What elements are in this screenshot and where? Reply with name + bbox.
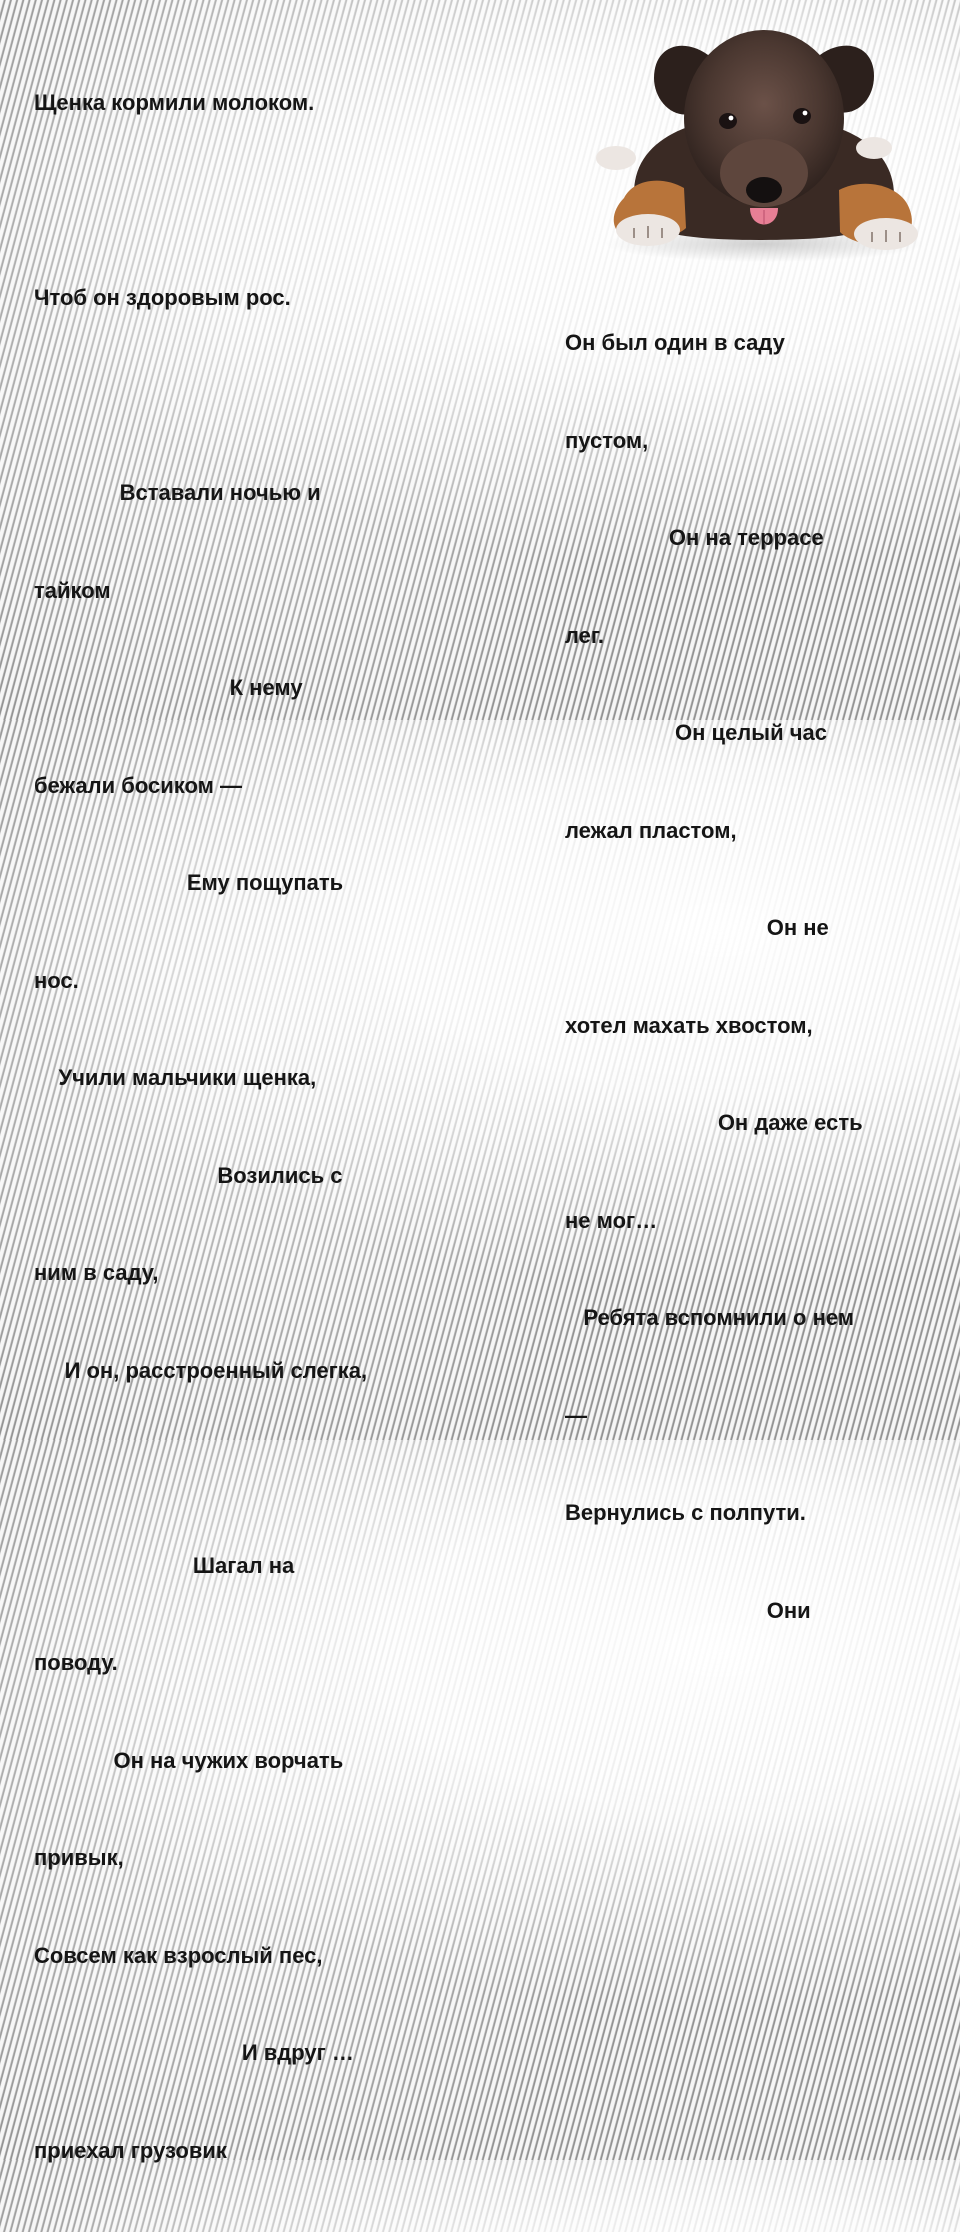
poem-line: Вставали ночью и (34, 480, 321, 505)
poem-line: не мог… (565, 1207, 658, 1233)
poem-line: К нему (34, 675, 303, 700)
poem-line: Ребята вспомнили о нем (565, 1305, 855, 1330)
poem-line: Возились с (34, 1162, 343, 1188)
poem-line: привык, (34, 1845, 124, 1870)
poem-line: — (565, 1402, 587, 1428)
poem-line: ним в саду, (34, 1260, 159, 1285)
poem-line: лег. (565, 622, 604, 648)
poem-line: Учили мальчики щенка, (34, 1065, 317, 1090)
puppy-eye-right (793, 108, 811, 124)
poem-line: Шагал на (34, 1552, 295, 1578)
poem-line: нос. (34, 967, 79, 993)
poem-right-column (565, 262, 945, 1692)
poem-line: Чтоб он здоровым рос. (34, 285, 291, 310)
poem-line: лежал пластом, (565, 817, 737, 843)
poem-line (34, 185, 454, 218)
poem-line: И вдруг … (34, 2040, 354, 2065)
poem-line: Он на террасе (565, 525, 824, 550)
poem-line: Щенка кормили молоком. (34, 90, 315, 115)
poem-line: Он был один в саду (565, 330, 785, 355)
poem-line: приехал грузовик (34, 2137, 227, 2163)
poem-line: Ему пощупать (34, 870, 344, 895)
poem-line: поводу. (34, 1650, 118, 1675)
puppy-eye-left (719, 113, 737, 129)
puppy-back-paw-right (856, 137, 892, 159)
puppy-nose (746, 177, 782, 203)
poem-line: хотел махать хвостом, (565, 1012, 813, 1038)
poem-line (34, 380, 454, 413)
poem-line: Он на чужих ворчать (34, 1747, 344, 1773)
puppy-back-paw-left (596, 146, 636, 170)
poem-left-column (34, 22, 454, 2232)
poem-line: тайком (34, 577, 111, 603)
poem-line: Они (565, 1597, 811, 1623)
poem-line: Он даже есть (565, 1110, 863, 1135)
puppy-photo-icon (594, 18, 924, 263)
poem-line: Вернулись с полпути. (565, 1500, 806, 1525)
poem-line: Он не (565, 915, 829, 940)
poem-line: Он целый час (565, 720, 827, 745)
poem-line: бежали босиком — (34, 772, 243, 798)
poem-line (34, 1452, 454, 1485)
poem-line: Совсем как взрослый пес, (34, 1942, 323, 1968)
poem-line: пустом, (565, 427, 649, 453)
poem-line: И он, расстроенный слегка, (34, 1357, 368, 1383)
